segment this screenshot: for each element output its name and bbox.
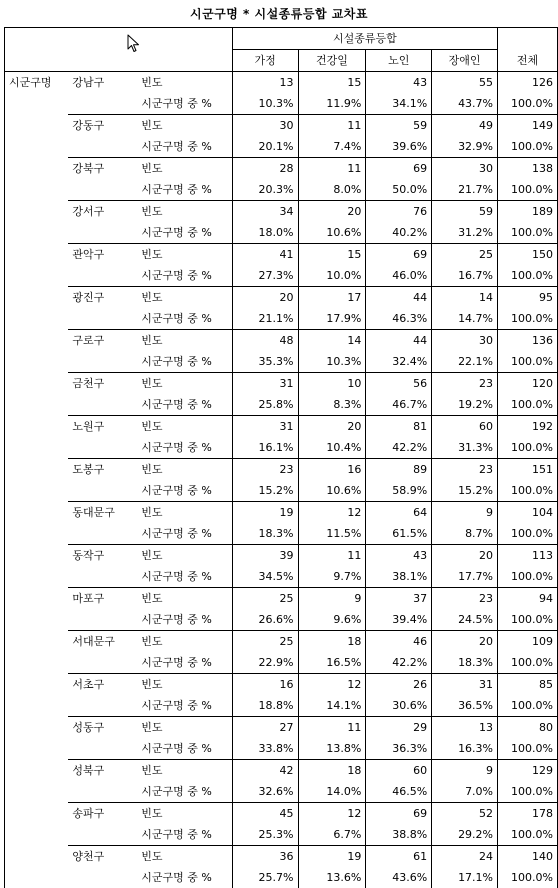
count-cell: 25 — [432, 244, 498, 266]
count-cell: 61 — [366, 846, 432, 868]
total-count-cell: 151 — [498, 459, 558, 481]
percent-cell: 10.4% — [298, 437, 366, 459]
percent-cell: 22.1% — [432, 351, 498, 373]
district-name: 구로구 — [68, 330, 137, 373]
total-count-cell: 120 — [498, 373, 558, 395]
count-cell: 12 — [298, 674, 366, 696]
district-name: 동작구 — [68, 545, 137, 588]
total-count-cell: 95 — [498, 287, 558, 309]
percent-cell: 29.2% — [432, 824, 498, 846]
count-cell: 27 — [232, 717, 298, 739]
total-percent-cell: 100.0% — [498, 179, 558, 201]
count-cell: 64 — [366, 502, 432, 524]
total-header-top — [498, 28, 558, 50]
stat-label: 빈도 — [137, 545, 232, 567]
percent-cell: 25.3% — [232, 824, 298, 846]
stat-label: 시군구명 중 % — [137, 308, 232, 330]
district-name: 동대문구 — [68, 502, 137, 545]
percent-cell: 30.6% — [366, 695, 432, 717]
count-cell: 52 — [432, 803, 498, 825]
district-name: 금천구 — [68, 373, 137, 416]
percent-cell: 31.3% — [432, 437, 498, 459]
total-percent-cell: 100.0% — [498, 480, 558, 502]
total-percent-cell: 100.0% — [498, 351, 558, 373]
stat-label: 시군구명 중 % — [137, 566, 232, 588]
percent-cell: 32.9% — [432, 136, 498, 158]
count-cell: 34 — [232, 201, 298, 223]
table-row — [5, 115, 558, 137]
count-cell: 12 — [298, 803, 366, 825]
percent-cell: 42.2% — [366, 437, 432, 459]
percent-cell: 21.1% — [232, 308, 298, 330]
count-cell: 20 — [298, 201, 366, 223]
total-header: 전체 — [498, 50, 558, 72]
stat-label: 빈도 — [137, 588, 232, 610]
percent-cell: 16.5% — [298, 652, 366, 674]
stat-label: 시군구명 중 % — [137, 652, 232, 674]
percent-cell: 6.7% — [298, 824, 366, 846]
count-cell: 20 — [432, 545, 498, 567]
total-count-cell: 126 — [498, 72, 558, 94]
count-cell: 42 — [232, 760, 298, 782]
total-percent-cell: 100.0% — [498, 523, 558, 545]
total-count-cell: 94 — [498, 588, 558, 610]
stat-label: 시군구명 중 % — [137, 523, 232, 545]
table-row — [5, 631, 558, 653]
count-cell: 25 — [232, 631, 298, 653]
percent-cell: 34.1% — [366, 93, 432, 115]
percent-cell: 46.0% — [366, 265, 432, 287]
count-cell: 37 — [366, 588, 432, 610]
count-cell: 17 — [298, 287, 366, 309]
count-cell: 11 — [298, 158, 366, 180]
district-name: 성동구 — [68, 717, 137, 760]
district-name: 광진구 — [68, 287, 137, 330]
percent-cell: 14.0% — [298, 781, 366, 803]
percent-cell: 20.3% — [232, 179, 298, 201]
table-row — [5, 545, 558, 567]
stat-label: 빈도 — [137, 717, 232, 739]
total-percent-cell: 100.0% — [498, 437, 558, 459]
count-cell: 24 — [432, 846, 498, 868]
count-cell: 29 — [366, 717, 432, 739]
count-cell: 39 — [232, 545, 298, 567]
percent-cell: 19.2% — [432, 394, 498, 416]
stat-label: 시군구명 중 % — [137, 179, 232, 201]
count-cell: 11 — [298, 717, 366, 739]
stat-label: 빈도 — [137, 287, 232, 309]
district-name: 강북구 — [68, 158, 137, 201]
percent-cell: 25.8% — [232, 394, 298, 416]
total-count-cell: 150 — [498, 244, 558, 266]
count-cell: 20 — [432, 631, 498, 653]
stat-label: 빈도 — [137, 631, 232, 653]
table-row — [5, 330, 558, 352]
total-percent-cell: 100.0% — [498, 695, 558, 717]
district-name: 노원구 — [68, 416, 137, 459]
count-cell: 15 — [298, 244, 366, 266]
percent-cell: 13.6% — [298, 867, 366, 888]
district-name: 양천구 — [68, 846, 137, 888]
percent-cell: 15.2% — [232, 480, 298, 502]
count-cell: 10 — [298, 373, 366, 395]
table-row — [5, 502, 558, 524]
stat-label: 시군구명 중 % — [137, 437, 232, 459]
count-cell: 28 — [232, 158, 298, 180]
stat-label: 빈도 — [137, 244, 232, 266]
percent-cell: 34.5% — [232, 566, 298, 588]
total-count-cell: 140 — [498, 846, 558, 868]
district-name: 도봉구 — [68, 459, 137, 502]
column-group-header: 시설종류등합 — [232, 28, 497, 50]
percent-cell: 9.6% — [298, 609, 366, 631]
count-cell: 45 — [232, 803, 298, 825]
stat-label: 시군구명 중 % — [137, 93, 232, 115]
count-cell: 41 — [232, 244, 298, 266]
count-cell: 19 — [232, 502, 298, 524]
percent-cell: 16.7% — [432, 265, 498, 287]
percent-cell: 7.4% — [298, 136, 366, 158]
district-name: 강동구 — [68, 115, 137, 158]
percent-cell: 18.8% — [232, 695, 298, 717]
count-cell: 44 — [366, 330, 432, 352]
crosstab-table — [4, 27, 558, 888]
stat-label: 빈도 — [137, 846, 232, 868]
total-percent-cell: 100.0% — [498, 824, 558, 846]
percent-cell: 17.9% — [298, 308, 366, 330]
percent-cell: 10.6% — [298, 480, 366, 502]
stat-label: 시군구명 중 % — [137, 222, 232, 244]
count-cell: 55 — [432, 72, 498, 94]
table-row — [5, 201, 558, 223]
percent-cell: 58.9% — [366, 480, 432, 502]
column-header: 가정 — [232, 50, 298, 72]
table-row — [5, 244, 558, 266]
percent-cell: 42.2% — [366, 652, 432, 674]
table-row — [5, 158, 558, 180]
count-cell: 11 — [298, 545, 366, 567]
count-cell: 59 — [432, 201, 498, 223]
percent-cell: 38.8% — [366, 824, 432, 846]
percent-cell: 35.3% — [232, 351, 298, 373]
percent-cell: 50.0% — [366, 179, 432, 201]
stat-label: 시군구명 중 % — [137, 136, 232, 158]
column-header: 장애인 — [432, 50, 498, 72]
percent-cell: 14.1% — [298, 695, 366, 717]
stat-label: 시군구명 중 % — [137, 480, 232, 502]
table-row — [5, 72, 558, 94]
percent-cell: 46.3% — [366, 308, 432, 330]
total-count-cell: 136 — [498, 330, 558, 352]
percent-cell: 16.3% — [432, 738, 498, 760]
percent-cell: 27.3% — [232, 265, 298, 287]
count-cell: 23 — [432, 373, 498, 395]
total-percent-cell: 100.0% — [498, 136, 558, 158]
percent-cell: 17.1% — [432, 867, 498, 888]
total-percent-cell: 100.0% — [498, 781, 558, 803]
count-cell: 31 — [232, 416, 298, 438]
count-cell: 23 — [432, 588, 498, 610]
district-name: 관악구 — [68, 244, 137, 287]
stat-label: 시군구명 중 % — [137, 695, 232, 717]
percent-cell: 17.7% — [432, 566, 498, 588]
percent-cell: 39.4% — [366, 609, 432, 631]
total-percent-cell: 100.0% — [498, 867, 558, 888]
percent-cell: 9.7% — [298, 566, 366, 588]
percent-cell: 8.3% — [298, 394, 366, 416]
count-cell: 11 — [298, 115, 366, 137]
count-cell: 30 — [432, 330, 498, 352]
total-count-cell: 129 — [498, 760, 558, 782]
percent-cell: 31.2% — [432, 222, 498, 244]
total-count-cell: 189 — [498, 201, 558, 223]
stat-label: 시군구명 중 % — [137, 781, 232, 803]
count-cell: 89 — [366, 459, 432, 481]
total-percent-cell: 100.0% — [498, 308, 558, 330]
total-count-cell: 178 — [498, 803, 558, 825]
percent-cell: 43.6% — [366, 867, 432, 888]
percent-cell: 8.7% — [432, 523, 498, 545]
total-count-cell: 109 — [498, 631, 558, 653]
total-percent-cell: 100.0% — [498, 652, 558, 674]
count-cell: 9 — [432, 502, 498, 524]
table-row — [5, 373, 558, 395]
count-cell: 15 — [298, 72, 366, 94]
count-cell: 30 — [432, 158, 498, 180]
total-percent-cell: 100.0% — [498, 394, 558, 416]
count-cell: 12 — [298, 502, 366, 524]
count-cell: 43 — [366, 72, 432, 94]
percent-cell: 32.4% — [366, 351, 432, 373]
percent-cell: 20.1% — [232, 136, 298, 158]
table-title: 시군구명 * 시설종류등합 교차표 — [0, 5, 558, 22]
stat-label: 빈도 — [137, 416, 232, 438]
stat-label: 빈도 — [137, 201, 232, 223]
percent-cell: 8.0% — [298, 179, 366, 201]
stat-label: 빈도 — [137, 803, 232, 825]
count-cell: 30 — [232, 115, 298, 137]
stat-label: 시군구명 중 % — [137, 824, 232, 846]
count-cell: 69 — [366, 244, 432, 266]
percent-cell: 16.1% — [232, 437, 298, 459]
count-cell: 31 — [432, 674, 498, 696]
total-count-cell: 104 — [498, 502, 558, 524]
total-percent-cell: 100.0% — [498, 222, 558, 244]
stat-label: 시군구명 중 % — [137, 351, 232, 373]
column-header: 노인 — [366, 50, 432, 72]
total-count-cell: 85 — [498, 674, 558, 696]
district-name: 송파구 — [68, 803, 137, 846]
total-count-cell: 80 — [498, 717, 558, 739]
count-cell: 69 — [366, 803, 432, 825]
percent-cell: 43.7% — [432, 93, 498, 115]
count-cell: 13 — [432, 717, 498, 739]
count-cell: 16 — [298, 459, 366, 481]
count-cell: 48 — [232, 330, 298, 352]
percent-cell: 26.6% — [232, 609, 298, 631]
count-cell: 25 — [232, 588, 298, 610]
count-cell: 49 — [432, 115, 498, 137]
count-cell: 60 — [366, 760, 432, 782]
percent-cell: 46.5% — [366, 781, 432, 803]
percent-cell: 61.5% — [366, 523, 432, 545]
total-percent-cell: 100.0% — [498, 93, 558, 115]
count-cell: 13 — [232, 72, 298, 94]
percent-cell: 18.3% — [232, 523, 298, 545]
table-row — [5, 416, 558, 438]
percent-cell: 36.3% — [366, 738, 432, 760]
table-row — [5, 287, 558, 309]
percent-cell: 32.6% — [232, 781, 298, 803]
column-header: 건강일 — [298, 50, 366, 72]
percent-cell: 10.0% — [298, 265, 366, 287]
stat-label: 빈도 — [137, 330, 232, 352]
count-cell: 56 — [366, 373, 432, 395]
table-row — [5, 760, 558, 782]
count-cell: 69 — [366, 158, 432, 180]
total-count-cell: 149 — [498, 115, 558, 137]
count-cell: 23 — [432, 459, 498, 481]
stat-label: 시군구명 중 % — [137, 867, 232, 888]
percent-cell: 10.6% — [298, 222, 366, 244]
percent-cell: 10.3% — [232, 93, 298, 115]
count-cell: 14 — [432, 287, 498, 309]
count-cell: 46 — [366, 631, 432, 653]
district-name: 마포구 — [68, 588, 137, 631]
percent-cell: 33.8% — [232, 738, 298, 760]
district-name: 서대문구 — [68, 631, 137, 674]
percent-cell: 11.5% — [298, 523, 366, 545]
stat-label: 빈도 — [137, 373, 232, 395]
table-row — [5, 588, 558, 610]
percent-cell: 36.5% — [432, 695, 498, 717]
count-cell: 20 — [232, 287, 298, 309]
count-cell: 31 — [232, 373, 298, 395]
row-variable-label: 시군구명 — [5, 72, 69, 888]
count-cell: 9 — [432, 760, 498, 782]
percent-cell: 40.2% — [366, 222, 432, 244]
count-cell: 19 — [298, 846, 366, 868]
total-count-cell: 113 — [498, 545, 558, 567]
stat-label: 시군구명 중 % — [137, 738, 232, 760]
count-cell: 18 — [298, 631, 366, 653]
table-row — [5, 674, 558, 696]
district-name: 강남구 — [68, 72, 137, 115]
percent-cell: 25.7% — [232, 867, 298, 888]
total-count-cell: 192 — [498, 416, 558, 438]
stat-label: 빈도 — [137, 72, 232, 94]
corner-cell — [5, 28, 233, 72]
table-row — [5, 717, 558, 739]
total-percent-cell: 100.0% — [498, 265, 558, 287]
total-count-cell: 138 — [498, 158, 558, 180]
district-name: 성북구 — [68, 760, 137, 803]
count-cell: 26 — [366, 674, 432, 696]
percent-cell: 39.6% — [366, 136, 432, 158]
stat-label: 시군구명 중 % — [137, 394, 232, 416]
stat-label: 빈도 — [137, 760, 232, 782]
percent-cell: 38.1% — [366, 566, 432, 588]
stat-label: 빈도 — [137, 674, 232, 696]
table-row — [5, 803, 558, 825]
district-name: 강서구 — [68, 201, 137, 244]
percent-cell: 13.8% — [298, 738, 366, 760]
percent-cell: 21.7% — [432, 179, 498, 201]
count-cell: 20 — [298, 416, 366, 438]
count-cell: 60 — [432, 416, 498, 438]
total-percent-cell: 100.0% — [498, 566, 558, 588]
total-percent-cell: 100.0% — [498, 609, 558, 631]
percent-cell: 24.5% — [432, 609, 498, 631]
mouse-cursor-icon — [127, 34, 141, 54]
percent-cell: 18.3% — [432, 652, 498, 674]
table-row — [5, 459, 558, 481]
percent-cell: 14.7% — [432, 308, 498, 330]
table-row — [5, 846, 558, 868]
percent-cell: 7.0% — [432, 781, 498, 803]
count-cell: 14 — [298, 330, 366, 352]
count-cell: 44 — [366, 287, 432, 309]
count-cell: 16 — [232, 674, 298, 696]
percent-cell: 46.7% — [366, 394, 432, 416]
total-percent-cell: 100.0% — [498, 738, 558, 760]
percent-cell: 18.0% — [232, 222, 298, 244]
stat-label: 빈도 — [137, 502, 232, 524]
stat-label: 빈도 — [137, 459, 232, 481]
count-cell: 23 — [232, 459, 298, 481]
district-name: 서초구 — [68, 674, 137, 717]
count-cell: 81 — [366, 416, 432, 438]
count-cell: 9 — [298, 588, 366, 610]
count-cell: 43 — [366, 545, 432, 567]
percent-cell: 10.3% — [298, 351, 366, 373]
count-cell: 36 — [232, 846, 298, 868]
stat-label: 시군구명 중 % — [137, 265, 232, 287]
percent-cell: 11.9% — [298, 93, 366, 115]
stat-label: 빈도 — [137, 158, 232, 180]
percent-cell: 22.9% — [232, 652, 298, 674]
percent-cell: 15.2% — [432, 480, 498, 502]
count-cell: 76 — [366, 201, 432, 223]
stat-label: 빈도 — [137, 115, 232, 137]
stat-label: 시군구명 중 % — [137, 609, 232, 631]
count-cell: 18 — [298, 760, 366, 782]
count-cell: 59 — [366, 115, 432, 137]
